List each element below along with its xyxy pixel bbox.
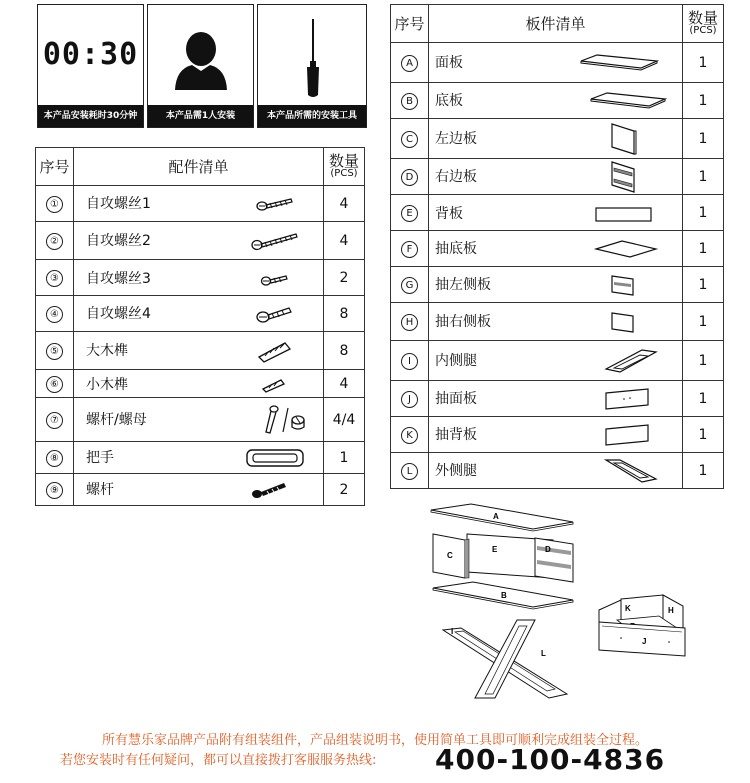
item-name: 自攻螺丝2 [86, 232, 151, 249]
table-row [391, 83, 724, 119]
diagram-label-c: C [447, 551, 453, 560]
panel-name: 内侧腿 [435, 352, 477, 369]
diagram-label-l: L [541, 649, 546, 658]
panel-header-qty: 数量 (PCS) [683, 5, 724, 43]
item-qty: 4 [324, 370, 365, 398]
item-qty: 8 [324, 296, 365, 332]
panel-qty: 1 [683, 303, 724, 341]
footer-note: 所有慧乐家品牌产品附有组装组件，产品组装说明书，使用简单工具即可顺利完成组装全过程。 [101, 733, 648, 748]
row-letter: H [401, 314, 418, 331]
panel-qty: 1 [683, 119, 724, 159]
row-letter: K [401, 427, 418, 444]
install-time-caption: 本产品安装耗时30分钟 [38, 105, 143, 127]
panel-qty: 1 [683, 231, 724, 267]
panel-name: 面板 [435, 55, 463, 71]
install-tool-box [257, 4, 367, 128]
bolt-nut-icon [250, 402, 310, 438]
large-dowel-icon [255, 339, 295, 363]
row-number: ② [46, 233, 63, 250]
assembly-diagram [415, 502, 715, 717]
row-letter: J [401, 391, 418, 408]
table-row [391, 267, 724, 303]
table-row [391, 119, 724, 159]
row-letter: D [401, 169, 418, 186]
drawer-front-icon [604, 387, 654, 411]
left-panel-icon [609, 122, 639, 156]
panel-name: 抽左侧板 [435, 276, 491, 293]
bottom-panel-icon [589, 91, 669, 111]
diagram-label-h: H [668, 606, 674, 615]
item-name: 大木榫 [86, 342, 128, 359]
drawer-left-icon [609, 273, 639, 297]
diagram-label-a: A [493, 512, 499, 521]
diagram-leg-l [475, 620, 535, 698]
item-qty: 2 [324, 474, 365, 506]
table-row [36, 332, 365, 370]
diagram-label-e: E [492, 545, 498, 554]
table-row [36, 398, 365, 442]
hardware-header-name: 配件清单 [74, 148, 324, 186]
item-name: 自攻螺丝3 [86, 270, 151, 287]
panel-table [390, 4, 724, 489]
hardware-header-qty: 数量 (PCS) [324, 148, 365, 186]
panel-qty: 1 [683, 195, 724, 231]
item-name: 自攻螺丝1 [86, 196, 151, 212]
long-screw-icon [250, 229, 300, 253]
row-letter: L [401, 463, 418, 480]
row-number: ⑤ [46, 343, 63, 360]
panel-qty: 1 [683, 43, 724, 83]
hardware-header-num: 序号 [36, 148, 74, 186]
table-row [391, 341, 724, 381]
row-letter: A [401, 55, 418, 72]
panel-qty: 1 [683, 341, 724, 381]
right-panel-icon [609, 160, 639, 194]
row-number: ④ [46, 306, 63, 323]
row-letter: B [401, 93, 418, 110]
item-name: 螺杆 [86, 481, 114, 498]
panel-qty: 1 [683, 453, 724, 489]
screw-icon [255, 194, 295, 214]
table-row [391, 231, 724, 267]
panel-qty: 1 [683, 267, 724, 303]
row-number: ③ [46, 270, 63, 287]
inner-leg-icon [604, 347, 659, 375]
panel-name: 外侧腿 [435, 462, 477, 479]
row-letter: E [401, 205, 418, 222]
item-qty: 4/4 [324, 398, 365, 442]
hotline-number: 400-100-4836 [435, 743, 666, 776]
back-panel-icon [594, 205, 654, 223]
panel-header-name: 板件清单 [429, 5, 683, 43]
table-row [36, 260, 365, 296]
row-number: ⑧ [46, 450, 63, 467]
panel-name: 右边板 [435, 168, 477, 185]
diagram-panel-d [535, 538, 573, 582]
item-qty: 1 [324, 442, 365, 474]
table-row [391, 159, 724, 195]
table-row [36, 296, 365, 332]
panel-name: 底板 [435, 93, 463, 109]
drawer-right-icon [609, 310, 639, 334]
item-qty: 8 [324, 332, 365, 370]
install-time-box [37, 4, 144, 128]
row-number: ⑨ [46, 482, 63, 499]
small-dowel-icon [260, 377, 288, 393]
screwdriver-icon [258, 5, 368, 105]
table-row [36, 474, 365, 506]
table-row [391, 43, 724, 83]
footer-hotline-text: 若您安装时有任何疑问，都可以直接拨打客服服务热线: [60, 753, 377, 768]
table-row [391, 195, 724, 231]
install-person-box [147, 4, 254, 128]
row-number: ⑦ [46, 412, 63, 429]
install-time-display: 00:30 [42, 37, 139, 72]
panel-name: 抽背板 [435, 426, 477, 443]
table-row [391, 303, 724, 341]
table-row [391, 417, 724, 453]
panel-name: 抽底板 [435, 241, 477, 257]
diagram-label-k: K [625, 604, 631, 613]
panel-name: 背板 [435, 205, 463, 222]
person-icon [148, 5, 255, 105]
table-row [391, 453, 724, 489]
row-letter: G [401, 277, 418, 294]
drawer-back-icon [604, 423, 654, 447]
drawer-bottom-icon [594, 239, 658, 259]
handle-icon [245, 447, 305, 469]
row-letter: C [401, 131, 418, 148]
row-letter: I [401, 353, 418, 370]
table-row [391, 381, 724, 417]
row-letter: F [401, 241, 418, 258]
item-qty: 4 [324, 222, 365, 260]
install-person-caption: 本产品需1人安装 [148, 105, 253, 127]
row-number: ① [46, 196, 63, 213]
short-screw-icon [260, 270, 290, 288]
table-row [36, 222, 365, 260]
row-number: ⑥ [46, 376, 63, 393]
hardware-table [35, 147, 365, 506]
table-row [36, 186, 365, 222]
item-qty: 2 [324, 260, 365, 296]
table-row [36, 370, 365, 398]
diagram-label-i: I [451, 627, 454, 636]
panel-qty: 1 [683, 83, 724, 119]
panel-qty: 1 [683, 159, 724, 195]
diagram-label-j: J [642, 637, 647, 646]
table-row [36, 442, 365, 474]
panel-header-num: 序号 [391, 5, 429, 43]
bolt-icon [250, 479, 290, 501]
panel-qty: 1 [683, 381, 724, 417]
screw-icon [255, 303, 295, 325]
panel-name: 抽右侧板 [435, 313, 491, 330]
item-name: 自攻螺丝4 [86, 305, 151, 322]
item-qty: 4 [324, 186, 365, 222]
panel-name: 抽面板 [435, 390, 477, 407]
outer-leg-icon [604, 457, 659, 485]
install-tool-caption: 本产品所需的安装工具 [258, 105, 366, 127]
top-panel-icon [579, 53, 659, 73]
item-name: 螺杆/螺母 [86, 411, 147, 428]
diagram-label-b: B [501, 591, 507, 600]
diagram-label-d: D [545, 545, 551, 554]
panel-qty: 1 [683, 417, 724, 453]
panel-name: 左边板 [435, 130, 477, 147]
item-name: 小木榫 [86, 376, 128, 393]
item-name: 把手 [86, 449, 114, 466]
